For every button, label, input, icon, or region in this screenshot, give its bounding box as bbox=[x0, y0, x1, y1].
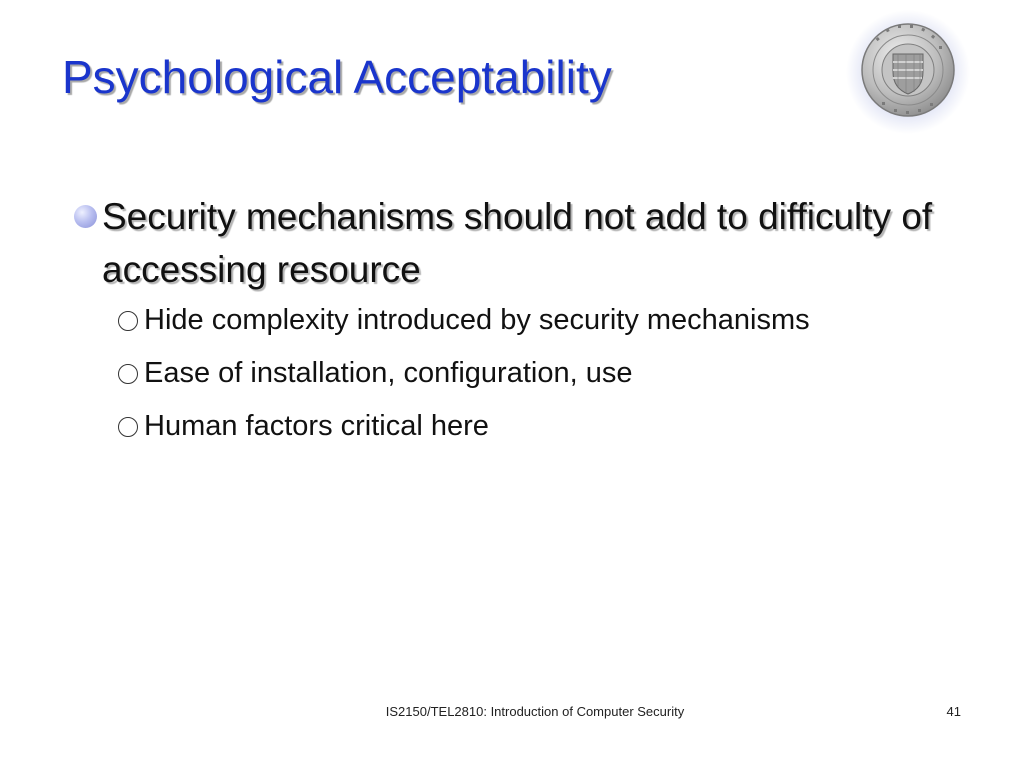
hollow-circle-icon bbox=[118, 311, 138, 331]
sub-bullet-point bbox=[117, 300, 950, 340]
slide-title: Psychological Acceptability bbox=[62, 51, 612, 103]
hollow-circle-icon bbox=[118, 364, 138, 384]
university-seal-logo bbox=[846, 10, 970, 134]
slide-footer: IS2150/TEL2810: Introduction of Computer Security bbox=[385, 704, 685, 719]
bullet-point-text: Security mechanisms should not add to difficulty of accessing resource bbox=[102, 196, 933, 290]
sub-bullet-text: Ease of installation, configuration, use bbox=[144, 357, 633, 389]
bullet-point bbox=[70, 190, 950, 296]
sub-bullet-text: Human factors critical here bbox=[144, 410, 489, 442]
slide-body bbox=[70, 190, 950, 459]
page-number: 41 bbox=[946, 704, 961, 719]
bullet-circle-icon bbox=[74, 205, 97, 228]
hollow-circle-icon bbox=[118, 417, 138, 437]
sub-bullet-text: Hide complexity introduced by security mechanisms bbox=[144, 304, 810, 336]
sub-bullet-point bbox=[117, 353, 950, 393]
sub-bullet-point bbox=[117, 406, 950, 446]
